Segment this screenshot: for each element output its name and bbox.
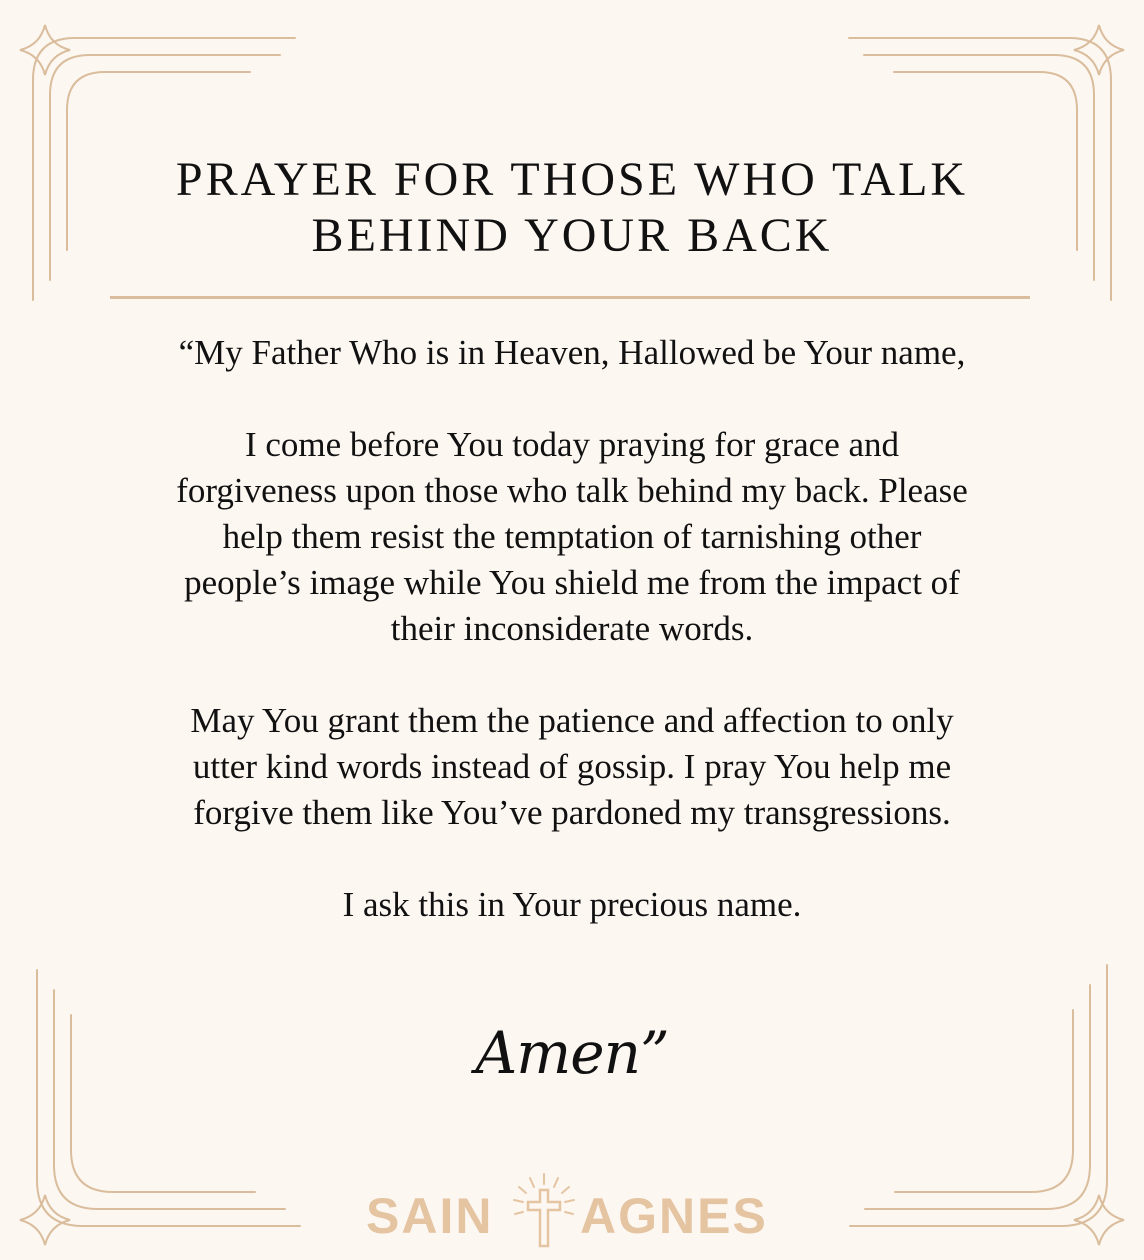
- sparkle-icon: [20, 1195, 70, 1245]
- prayer-body: [100, 330, 1044, 928]
- prayer-line: May You grant them the patience and affection to only: [190, 701, 954, 740]
- prayer-line: forgive them like You’ve pardoned my transgressions.: [193, 793, 951, 832]
- prayer-line: help them resist the temptation of tarnishing other: [222, 517, 922, 556]
- page-title: [100, 152, 1044, 264]
- prayer-closing-line: I ask this in Your precious name.: [342, 885, 802, 924]
- sparkle-icon: [20, 25, 70, 75]
- prayer-line: I come before You today praying for grace and: [244, 425, 900, 464]
- title-line-1: PRAYER FOR THOSE WHO TALK: [175, 153, 969, 206]
- corner-ornament-bottom-left: [20, 970, 300, 1245]
- cross-icon: [506, 1170, 582, 1250]
- title-divider: [110, 296, 1030, 299]
- prayer-line: their inconsiderate words.: [390, 609, 754, 648]
- amen-signoff: Amen”: [475, 1019, 669, 1087]
- corner-ornament-bottom-right: [850, 965, 1124, 1245]
- sparkle-icon: [1074, 1195, 1124, 1245]
- logo-text-right: AGNES: [580, 1188, 768, 1244]
- title-line-2: BEHIND YOUR BACK: [311, 209, 833, 262]
- prayer-line: people’s image while You shield me from the impact of: [184, 563, 960, 602]
- logo-text-left: SAIN: [366, 1188, 494, 1244]
- prayer-paragraph-2: [100, 698, 1044, 836]
- prayer-paragraph-1: [100, 422, 1044, 652]
- brand-logo: [366, 1170, 778, 1250]
- prayer-line: forgiveness upon those who talk behind my back. Please: [176, 471, 968, 510]
- prayer-opening: “My Father Who is in Heaven, Hallowed be Your name,: [178, 333, 966, 372]
- sparkle-icon: [1074, 25, 1124, 75]
- prayer-line: utter kind words instead of gossip. I pray You help me: [192, 747, 952, 786]
